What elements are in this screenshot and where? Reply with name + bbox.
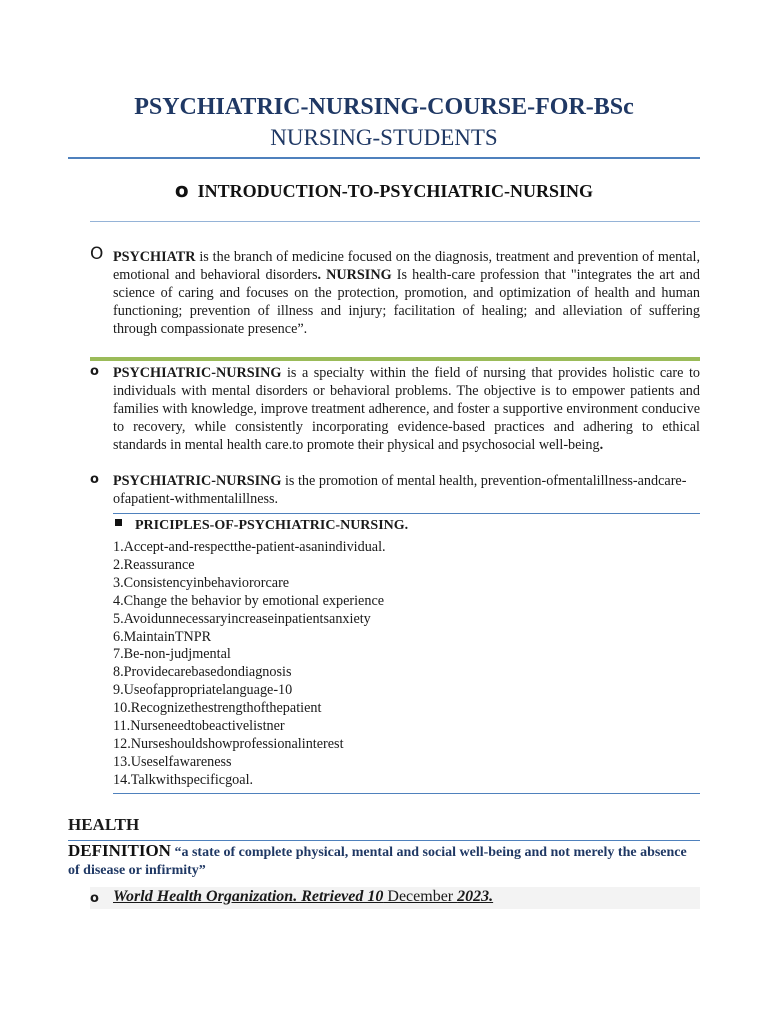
nursing-definition: Is health-care profession that "integrates the art and science of caring and focuses on the protection, promotion, and optimization of health and human functioning; prevention of illness and injury; facilitation of healing; and alleviation of suffering through compassionate presence”. xyxy=(113,267,700,337)
intro-period: . xyxy=(317,267,322,283)
principles-heading xyxy=(115,518,408,534)
page-subtitle: NURSING-STUDENTS xyxy=(270,125,498,150)
principles-bottom-divider xyxy=(113,793,700,794)
list-item: 10.Recognizethestrengthofthepatient xyxy=(113,700,322,717)
principles-top-divider xyxy=(113,513,700,514)
section-heading xyxy=(0,178,768,202)
health-definition xyxy=(68,842,700,880)
green-divider xyxy=(90,357,700,361)
health-heading: HEALTH xyxy=(68,815,140,834)
definition-quote: “a state of complete physical, mental and social well-being and not merely the absence of disease or infirmity” xyxy=(68,845,687,878)
square-bullet-icon xyxy=(115,519,122,526)
promotion-text: is the promotion of mental health, prevention-ofmentalillness-andcare-ofapatient-withmentalillness. xyxy=(113,473,687,507)
promotion-paragraph xyxy=(113,472,700,508)
list-item: 7.Be-non-judjmental xyxy=(113,646,231,663)
section-divider xyxy=(90,221,700,222)
list-item: 6.MaintainTNPR xyxy=(113,628,212,645)
specialty-text: is a specialty within the field of nursing that provides holistic care to individuals with mental disorders or behavioral problems. The objective is to empower patients and families with knowledge, improve treatment adherence, and foster a supportive environment conducive to recovery, while consistently incorporating evidence-based practices and adhering to ethical standards in mental health care.to promote their physical and psychosocial well-being xyxy=(113,365,700,453)
list-item: 14.Talkwithspecificgoal. xyxy=(113,771,254,788)
psychiatry-definition: is the branch of medicine focused on the diagnosis, treatment and prevention of mental, emotional and behavioral disorders xyxy=(113,249,700,283)
title-divider xyxy=(68,157,700,159)
specialty-period: . xyxy=(599,437,604,453)
principles-list xyxy=(113,539,386,790)
citation-month: December xyxy=(383,888,458,905)
section-heading-text: INTRODUCTION-TO-PSYCHIATRIC-NURSING xyxy=(197,181,594,201)
intro-paragraph xyxy=(113,248,700,338)
psychiatry-term: PSYCHIATR xyxy=(113,249,196,265)
specialty-term: PSYCHIATRIC-NURSING xyxy=(113,365,282,381)
citation-year: 2023. xyxy=(457,888,494,905)
principles-heading-text: PRICIPLES-OF-PSYCHIATRIC-NURSING. xyxy=(135,518,409,533)
promotion-bullet-icon: o xyxy=(90,472,99,487)
list-item: 5.Avoidunnecessaryincreaseinpatientsanxiety xyxy=(113,610,371,627)
list-item: 12.Nurseshouldshowprofessionalinterest xyxy=(113,735,344,752)
list-item: 4.Change the behavior by emotional experience xyxy=(113,592,385,609)
list-item: 8.Providecarebasedondiagnosis xyxy=(113,664,292,681)
definition-label: DEFINITION xyxy=(68,841,171,860)
section-bullet-icon: o xyxy=(174,178,189,202)
specialty-paragraph xyxy=(113,364,700,454)
list-item: 3.Consistencyinbehaviororcare xyxy=(113,574,290,591)
citation-bullet-icon: o xyxy=(90,891,99,906)
nursing-term: NURSING xyxy=(321,267,392,283)
specialty-bullet-icon: o xyxy=(90,364,99,379)
citation-source: World Health Organization. Retrieved 10 xyxy=(113,888,384,905)
list-item: 13.Useselfawareness xyxy=(113,753,232,770)
list-item: 11.Nurseneedtobeactivelistner xyxy=(113,718,285,735)
page-title: PSYCHIATRIC-NURSING-COURSE-FOR-BSc xyxy=(134,94,634,120)
list-item: 9.Useofappropriatelanguage-10 xyxy=(113,682,293,699)
promotion-term: PSYCHIATRIC-NURSING xyxy=(113,473,282,489)
list-item: 2.Reassurance xyxy=(113,556,195,573)
list-item: 1.Accept-and-respectthe-patient-asanindividual. xyxy=(113,539,386,555)
intro-bullet-icon: O xyxy=(90,244,104,264)
citation xyxy=(113,888,493,906)
